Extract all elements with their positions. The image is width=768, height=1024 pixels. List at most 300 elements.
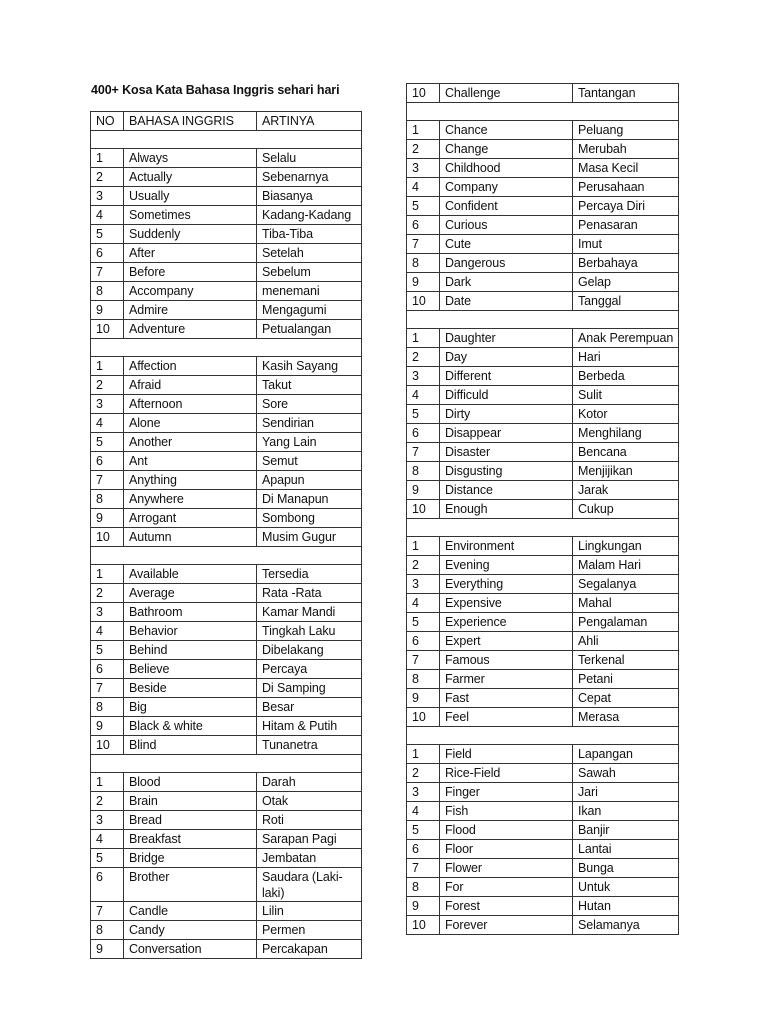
cell-no: 9 bbox=[91, 301, 124, 320]
cell-no: 2 bbox=[91, 584, 124, 603]
cell-indonesian-meaning: Pengalaman bbox=[573, 613, 679, 632]
table-row bbox=[91, 244, 362, 263]
cell-indonesian-meaning: Tantangan bbox=[573, 84, 679, 103]
cell-english-word: Different bbox=[440, 367, 573, 386]
table-row bbox=[407, 273, 679, 292]
cell-no: 5 bbox=[407, 821, 440, 840]
blank-separator-row bbox=[407, 103, 679, 121]
table-row bbox=[91, 717, 362, 736]
table-row bbox=[407, 500, 679, 519]
cell-indonesian-meaning: Bencana bbox=[573, 443, 679, 462]
cell-english-word: Afternoon bbox=[124, 395, 257, 414]
table-row bbox=[407, 235, 679, 254]
blank-separator-row bbox=[407, 311, 679, 329]
table-row bbox=[91, 263, 362, 282]
cell-english-word: Expert bbox=[440, 632, 573, 651]
table-row bbox=[91, 528, 362, 547]
cell-english-word: Available bbox=[124, 565, 257, 584]
table-row bbox=[407, 254, 679, 273]
table-row bbox=[407, 821, 679, 840]
cell-no: 7 bbox=[91, 679, 124, 698]
cell-english-word: Date bbox=[440, 292, 573, 311]
table-row bbox=[91, 940, 362, 959]
cell-english-word: Anywhere bbox=[124, 490, 257, 509]
table-row bbox=[91, 206, 362, 225]
table-row bbox=[91, 773, 362, 792]
table-row bbox=[407, 745, 679, 764]
cell-indonesian-meaning: Terkenal bbox=[573, 651, 679, 670]
cell-indonesian-meaning: Sulit bbox=[573, 386, 679, 405]
cell-indonesian-meaning: Apapun bbox=[257, 471, 362, 490]
cell-indonesian-meaning: Otak bbox=[257, 792, 362, 811]
cell-no: 2 bbox=[91, 376, 124, 395]
cell-indonesian-meaning: Ahli bbox=[573, 632, 679, 651]
cell-indonesian-meaning: Penasaran bbox=[573, 216, 679, 235]
blank-cell bbox=[91, 547, 362, 565]
cell-no: 2 bbox=[407, 556, 440, 575]
cell-indonesian-meaning: Percaya bbox=[257, 660, 362, 679]
table-row bbox=[407, 878, 679, 897]
blank-separator-row bbox=[91, 131, 362, 149]
table-row bbox=[407, 556, 679, 575]
cell-english-word: Environment bbox=[440, 537, 573, 556]
table-row bbox=[407, 405, 679, 424]
table-row bbox=[407, 670, 679, 689]
cell-english-word: Experience bbox=[440, 613, 573, 632]
cell-indonesian-meaning: Berbahaya bbox=[573, 254, 679, 273]
table-row bbox=[407, 594, 679, 613]
cell-indonesian-meaning: Menghilang bbox=[573, 424, 679, 443]
table-row bbox=[407, 329, 679, 348]
cell-english-word: Disgusting bbox=[440, 462, 573, 481]
cell-no: 8 bbox=[407, 462, 440, 481]
table-row bbox=[407, 575, 679, 594]
cell-no: 9 bbox=[407, 897, 440, 916]
table-row bbox=[407, 121, 679, 140]
cell-indonesian-meaning: Dibelakang bbox=[257, 641, 362, 660]
cell-indonesian-meaning: Kamar Mandi bbox=[257, 603, 362, 622]
cell-english-word: Expensive bbox=[440, 594, 573, 613]
cell-indonesian-meaning: Jembatan bbox=[257, 849, 362, 868]
table-row bbox=[91, 921, 362, 940]
table-row bbox=[407, 84, 679, 103]
cell-indonesian-meaning: Di Samping bbox=[257, 679, 362, 698]
cell-no: 6 bbox=[407, 424, 440, 443]
cell-indonesian-meaning: Bunga bbox=[573, 859, 679, 878]
table-row bbox=[407, 386, 679, 405]
table-row bbox=[91, 433, 362, 452]
table-row bbox=[91, 641, 362, 660]
cell-english-word: Evening bbox=[440, 556, 573, 575]
table-body-right bbox=[407, 84, 679, 935]
cell-english-word: Another bbox=[124, 433, 257, 452]
cell-indonesian-meaning: Di Manapun bbox=[257, 490, 362, 509]
cell-indonesian-meaning: Kadang-Kadang bbox=[257, 206, 362, 225]
cell-english-word: Blind bbox=[124, 736, 257, 755]
table-row bbox=[407, 651, 679, 670]
cell-no: 2 bbox=[407, 140, 440, 159]
cell-english-word: Candle bbox=[124, 902, 257, 921]
cell-indonesian-meaning: Ikan bbox=[573, 802, 679, 821]
table-row bbox=[407, 537, 679, 556]
table-row bbox=[91, 565, 362, 584]
cell-english-word: Curious bbox=[440, 216, 573, 235]
cell-no: 2 bbox=[91, 792, 124, 811]
table-row bbox=[407, 802, 679, 821]
table-row bbox=[91, 471, 362, 490]
cell-english-word: Behind bbox=[124, 641, 257, 660]
cell-no: 5 bbox=[91, 641, 124, 660]
cell-english-word: Forever bbox=[440, 916, 573, 935]
cell-no: 4 bbox=[91, 622, 124, 641]
table-row bbox=[407, 159, 679, 178]
cell-indonesian-meaning: Untuk bbox=[573, 878, 679, 897]
blank-separator-row bbox=[91, 547, 362, 565]
cell-no: 8 bbox=[407, 254, 440, 273]
blank-cell bbox=[407, 311, 679, 329]
cell-no: 4 bbox=[407, 802, 440, 821]
table-row bbox=[407, 689, 679, 708]
table-row bbox=[91, 301, 362, 320]
cell-no: 9 bbox=[407, 481, 440, 500]
cell-no: 7 bbox=[407, 859, 440, 878]
cell-indonesian-meaning: Setelah bbox=[257, 244, 362, 263]
table-row bbox=[91, 902, 362, 921]
cell-no: 1 bbox=[91, 357, 124, 376]
table-row bbox=[407, 178, 679, 197]
cell-no: 2 bbox=[407, 764, 440, 783]
table-row bbox=[91, 811, 362, 830]
cell-no: 9 bbox=[407, 273, 440, 292]
cell-indonesian-meaning: Sore bbox=[257, 395, 362, 414]
table-body-left bbox=[91, 131, 362, 959]
table-row bbox=[407, 613, 679, 632]
cell-english-word: Finger bbox=[440, 783, 573, 802]
cell-no: 3 bbox=[407, 159, 440, 178]
cell-english-word: Dirty bbox=[440, 405, 573, 424]
table-row bbox=[91, 622, 362, 641]
table-row bbox=[407, 140, 679, 159]
cell-english-word: Arrogant bbox=[124, 509, 257, 528]
cell-english-word: Suddenly bbox=[124, 225, 257, 244]
table-row bbox=[407, 708, 679, 727]
cell-no: 8 bbox=[91, 282, 124, 301]
cell-no: 1 bbox=[407, 745, 440, 764]
table-row bbox=[407, 481, 679, 500]
table-header-row bbox=[91, 112, 362, 131]
cell-no: 5 bbox=[91, 849, 124, 868]
blank-separator-row bbox=[407, 727, 679, 745]
cell-indonesian-meaning: Berbeda bbox=[573, 367, 679, 386]
table-row bbox=[91, 149, 362, 168]
cell-english-word: Alone bbox=[124, 414, 257, 433]
cell-indonesian-meaning: Menjijikan bbox=[573, 462, 679, 481]
blank-cell bbox=[91, 755, 362, 773]
cell-indonesian-meaning: Rata -Rata bbox=[257, 584, 362, 603]
cell-indonesian-meaning: Hutan bbox=[573, 897, 679, 916]
table-row bbox=[91, 679, 362, 698]
cell-english-word: Childhood bbox=[440, 159, 573, 178]
cell-no: 9 bbox=[407, 689, 440, 708]
cell-english-word: For bbox=[440, 878, 573, 897]
cell-english-word: Beside bbox=[124, 679, 257, 698]
cell-no: 2 bbox=[407, 348, 440, 367]
cell-indonesian-meaning: menemani bbox=[257, 282, 362, 301]
table-row bbox=[91, 868, 362, 902]
cell-no: 6 bbox=[407, 840, 440, 859]
cell-english-word: Cute bbox=[440, 235, 573, 254]
cell-indonesian-meaning: Sombong bbox=[257, 509, 362, 528]
cell-indonesian-meaning: Malam Hari bbox=[573, 556, 679, 575]
cell-indonesian-meaning: Selalu bbox=[257, 149, 362, 168]
cell-indonesian-meaning: Kasih Sayang bbox=[257, 357, 362, 376]
cell-no: 7 bbox=[91, 263, 124, 282]
table-row bbox=[91, 736, 362, 755]
cell-indonesian-meaning: Musim Gugur bbox=[257, 528, 362, 547]
cell-no: 9 bbox=[91, 509, 124, 528]
cell-indonesian-meaning: Tanggal bbox=[573, 292, 679, 311]
cell-no: 5 bbox=[407, 197, 440, 216]
cell-indonesian-meaning: Masa Kecil bbox=[573, 159, 679, 178]
table-row bbox=[407, 916, 679, 935]
cell-no: 9 bbox=[91, 940, 124, 959]
cell-no: 8 bbox=[91, 698, 124, 717]
cell-english-word: Day bbox=[440, 348, 573, 367]
cell-no: 6 bbox=[91, 868, 124, 902]
cell-no: 9 bbox=[91, 717, 124, 736]
cell-no: 3 bbox=[91, 603, 124, 622]
cell-english-word: Usually bbox=[124, 187, 257, 206]
cell-english-word: Bathroom bbox=[124, 603, 257, 622]
cell-english-word: Believe bbox=[124, 660, 257, 679]
cell-indonesian-meaning: Sawah bbox=[573, 764, 679, 783]
table-row bbox=[91, 282, 362, 301]
cell-english-word: Feel bbox=[440, 708, 573, 727]
table-row bbox=[407, 197, 679, 216]
table-row bbox=[407, 216, 679, 235]
cell-no: 6 bbox=[407, 216, 440, 235]
cell-indonesian-meaning: Merasa bbox=[573, 708, 679, 727]
cell-indonesian-meaning: Jari bbox=[573, 783, 679, 802]
cell-indonesian-meaning: Roti bbox=[257, 811, 362, 830]
table-row bbox=[407, 764, 679, 783]
cell-english-word: Brain bbox=[124, 792, 257, 811]
cell-indonesian-meaning: Semut bbox=[257, 452, 362, 471]
cell-no: 10 bbox=[91, 528, 124, 547]
table-row bbox=[91, 376, 362, 395]
cell-english-word: Ant bbox=[124, 452, 257, 471]
header-no: NO bbox=[91, 112, 124, 131]
blank-cell bbox=[407, 519, 679, 537]
cell-indonesian-meaning: Permen bbox=[257, 921, 362, 940]
cell-english-word: Affection bbox=[124, 357, 257, 376]
cell-english-word: Fish bbox=[440, 802, 573, 821]
cell-english-word: Confident bbox=[440, 197, 573, 216]
cell-no: 1 bbox=[407, 537, 440, 556]
table-row bbox=[91, 490, 362, 509]
table-row bbox=[407, 292, 679, 311]
cell-no: 10 bbox=[91, 320, 124, 339]
cell-no: 8 bbox=[91, 921, 124, 940]
cell-no: 5 bbox=[407, 405, 440, 424]
cell-indonesian-meaning: Sarapan Pagi bbox=[257, 830, 362, 849]
cell-indonesian-meaning: Lantai bbox=[573, 840, 679, 859]
cell-english-word: Anything bbox=[124, 471, 257, 490]
cell-indonesian-meaning: Tiba-Tiba bbox=[257, 225, 362, 244]
cell-english-word: Before bbox=[124, 263, 257, 282]
cell-english-word: Challenge bbox=[440, 84, 573, 103]
cell-indonesian-meaning: Tunanetra bbox=[257, 736, 362, 755]
cell-english-word: Chance bbox=[440, 121, 573, 140]
cell-english-word: Conversation bbox=[124, 940, 257, 959]
cell-indonesian-meaning: Darah bbox=[257, 773, 362, 792]
header-meaning: ARTINYA bbox=[257, 112, 362, 131]
header-english: BAHASA INGGRIS bbox=[124, 112, 257, 131]
cell-indonesian-meaning: Lilin bbox=[257, 902, 362, 921]
cell-no: 5 bbox=[91, 433, 124, 452]
cell-english-word: Dark bbox=[440, 273, 573, 292]
cell-english-word: Field bbox=[440, 745, 573, 764]
cell-indonesian-meaning: Perusahaan bbox=[573, 178, 679, 197]
cell-english-word: Floor bbox=[440, 840, 573, 859]
blank-cell bbox=[91, 131, 362, 149]
cell-indonesian-meaning: Segalanya bbox=[573, 575, 679, 594]
cell-english-word: Black & white bbox=[124, 717, 257, 736]
cell-indonesian-meaning: Sebelum bbox=[257, 263, 362, 282]
cell-english-word: Famous bbox=[440, 651, 573, 670]
cell-english-word: Blood bbox=[124, 773, 257, 792]
cell-english-word: Rice-Field bbox=[440, 764, 573, 783]
cell-no: 4 bbox=[91, 206, 124, 225]
cell-indonesian-meaning: Tersedia bbox=[257, 565, 362, 584]
cell-no: 5 bbox=[407, 613, 440, 632]
table-row bbox=[407, 367, 679, 386]
table-row bbox=[407, 840, 679, 859]
cell-no: 10 bbox=[407, 292, 440, 311]
cell-indonesian-meaning: Sebenarnya bbox=[257, 168, 362, 187]
cell-english-word: Forest bbox=[440, 897, 573, 916]
cell-indonesian-meaning: Cepat bbox=[573, 689, 679, 708]
cell-indonesian-meaning: Lingkungan bbox=[573, 537, 679, 556]
cell-english-word: Daughter bbox=[440, 329, 573, 348]
cell-english-word: Everything bbox=[440, 575, 573, 594]
cell-no: 8 bbox=[407, 878, 440, 897]
cell-english-word: Disappear bbox=[440, 424, 573, 443]
table-row bbox=[407, 462, 679, 481]
cell-english-word: Candy bbox=[124, 921, 257, 940]
blank-cell bbox=[91, 339, 362, 357]
table-row bbox=[91, 452, 362, 471]
cell-no: 3 bbox=[407, 367, 440, 386]
table-row bbox=[407, 348, 679, 367]
cell-english-word: Average bbox=[124, 584, 257, 603]
cell-indonesian-meaning: Saudara (Laki-laki) bbox=[257, 868, 362, 902]
cell-indonesian-meaning: Hari bbox=[573, 348, 679, 367]
cell-no: 1 bbox=[91, 565, 124, 584]
cell-english-word: Change bbox=[440, 140, 573, 159]
cell-no: 1 bbox=[91, 773, 124, 792]
cell-english-word: Enough bbox=[440, 500, 573, 519]
cell-english-word: Company bbox=[440, 178, 573, 197]
cell-indonesian-meaning: Peluang bbox=[573, 121, 679, 140]
cell-english-word: Breakfast bbox=[124, 830, 257, 849]
cell-indonesian-meaning: Besar bbox=[257, 698, 362, 717]
table-row bbox=[407, 424, 679, 443]
table-row bbox=[91, 584, 362, 603]
cell-english-word: Bridge bbox=[124, 849, 257, 868]
cell-indonesian-meaning: Cukup bbox=[573, 500, 679, 519]
blank-cell bbox=[407, 103, 679, 121]
cell-indonesian-meaning: Banjir bbox=[573, 821, 679, 840]
cell-no: 6 bbox=[91, 452, 124, 471]
cell-indonesian-meaning: Mengagumi bbox=[257, 301, 362, 320]
cell-indonesian-meaning: Imut bbox=[573, 235, 679, 254]
cell-english-word: Adventure bbox=[124, 320, 257, 339]
cell-no: 7 bbox=[91, 902, 124, 921]
cell-no: 10 bbox=[407, 916, 440, 935]
cell-no: 1 bbox=[407, 121, 440, 140]
table-row bbox=[407, 443, 679, 462]
table-row bbox=[91, 603, 362, 622]
cell-english-word: Afraid bbox=[124, 376, 257, 395]
cell-english-word: Bread bbox=[124, 811, 257, 830]
table-row bbox=[91, 320, 362, 339]
table-row bbox=[91, 225, 362, 244]
cell-no: 7 bbox=[91, 471, 124, 490]
table-row bbox=[91, 187, 362, 206]
cell-no: 10 bbox=[91, 736, 124, 755]
cell-indonesian-meaning: Petani bbox=[573, 670, 679, 689]
table-row bbox=[407, 859, 679, 878]
vocabulary-table-right bbox=[406, 83, 679, 935]
table-row bbox=[91, 414, 362, 433]
cell-english-word: Flood bbox=[440, 821, 573, 840]
cell-no: 3 bbox=[91, 187, 124, 206]
cell-english-word: Actually bbox=[124, 168, 257, 187]
cell-english-word: Admire bbox=[124, 301, 257, 320]
table-row bbox=[91, 849, 362, 868]
cell-indonesian-meaning: Takut bbox=[257, 376, 362, 395]
cell-indonesian-meaning: Mahal bbox=[573, 594, 679, 613]
cell-indonesian-meaning: Kotor bbox=[573, 405, 679, 424]
cell-no: 6 bbox=[91, 660, 124, 679]
cell-indonesian-meaning: Anak Perempuan bbox=[573, 329, 679, 348]
table-row bbox=[91, 357, 362, 376]
cell-no: 7 bbox=[407, 443, 440, 462]
cell-no: 4 bbox=[407, 594, 440, 613]
table-row bbox=[407, 897, 679, 916]
cell-indonesian-meaning: Biasanya bbox=[257, 187, 362, 206]
cell-english-word: After bbox=[124, 244, 257, 263]
table-row bbox=[91, 830, 362, 849]
cell-english-word: Distance bbox=[440, 481, 573, 500]
cell-no: 6 bbox=[91, 244, 124, 263]
cell-no: 8 bbox=[407, 670, 440, 689]
cell-no: 4 bbox=[91, 414, 124, 433]
table-row bbox=[91, 698, 362, 717]
cell-no: 3 bbox=[91, 811, 124, 830]
cell-english-word: Disaster bbox=[440, 443, 573, 462]
blank-separator-row bbox=[91, 755, 362, 773]
cell-no: 1 bbox=[407, 329, 440, 348]
cell-indonesian-meaning: Percaya Diri bbox=[573, 197, 679, 216]
vocabulary-table-left bbox=[90, 111, 362, 959]
table-row bbox=[407, 783, 679, 802]
cell-indonesian-meaning: Gelap bbox=[573, 273, 679, 292]
blank-separator-row bbox=[91, 339, 362, 357]
cell-english-word: Always bbox=[124, 149, 257, 168]
cell-english-word: Sometimes bbox=[124, 206, 257, 225]
